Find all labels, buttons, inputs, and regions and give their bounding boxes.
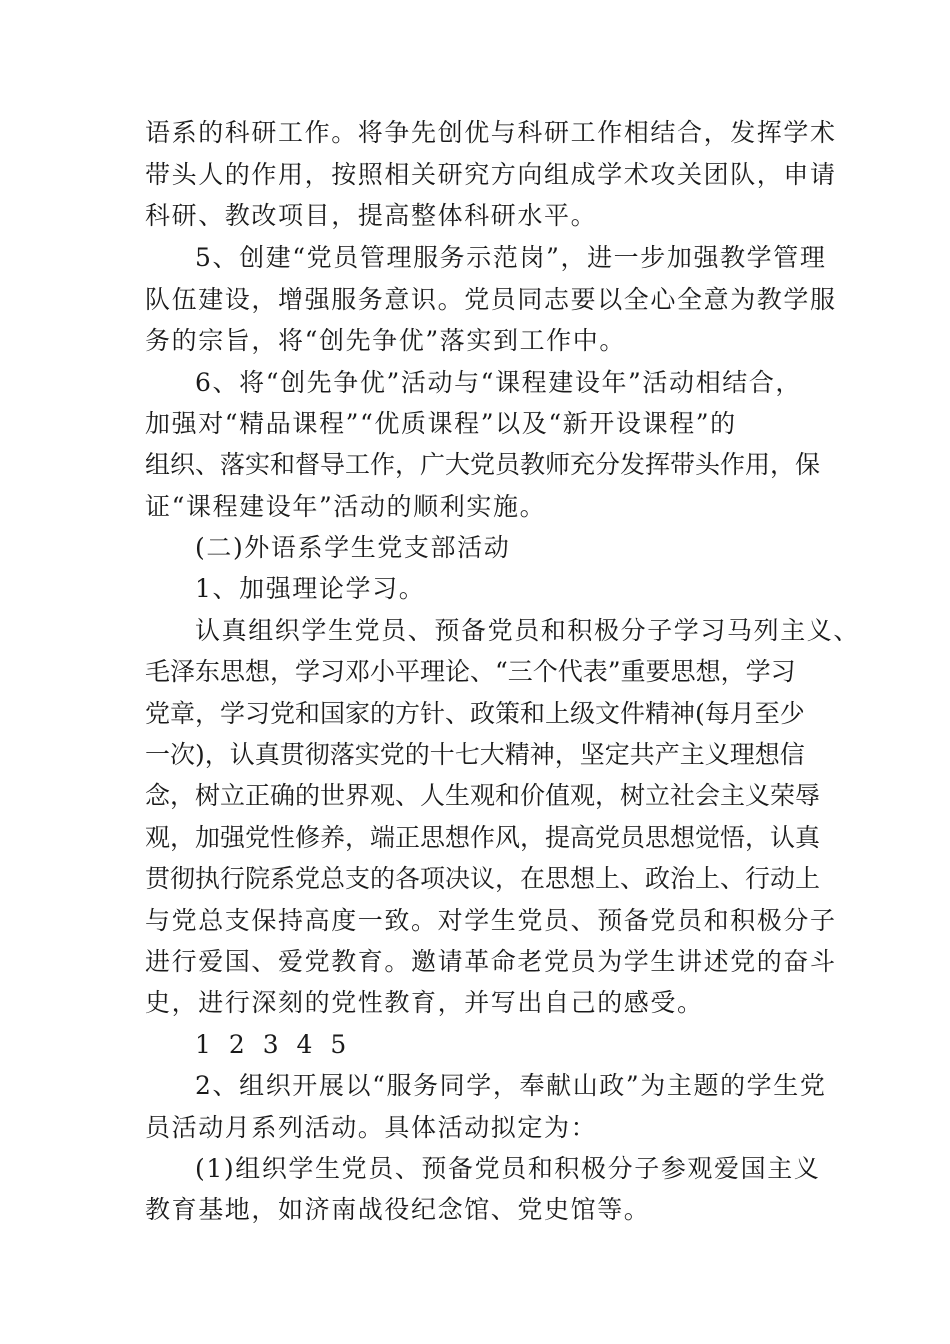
paragraph-line: 6、将“创先争优”活动与“课程建设年”活动相结合， xyxy=(195,368,803,397)
paragraph-line: 毛泽东思想，学习邓小平理论、“三个代表”重要思想，学习 xyxy=(145,657,796,686)
paragraph-line: 员活动月系列活动。具体活动拟定为： xyxy=(145,1113,598,1142)
paragraph-line: 证“课程建设年”活动的顺利实施。 xyxy=(145,492,547,521)
paragraph-line: 一次)，认真贯彻落实党的十七大精神，坚定共产主义理想信 xyxy=(145,740,805,769)
paragraph-line: 教育基地，如济南战役纪念馆、党史馆等。 xyxy=(145,1195,651,1224)
paragraph-line: 带头人的作用，按照相关研究方向组成学术攻关团队，申请 xyxy=(145,160,837,189)
paragraph-line: 加强对“精品课程”“优质课程”以及“新开设课程”的 xyxy=(145,409,737,438)
paragraph-line: 贯彻执行院系党总支的各项决议，在思想上、政治上、行动上 xyxy=(145,864,821,893)
paragraph-line: 语系的科研工作。将争先创优与科研工作相结合，发挥学术 xyxy=(145,118,837,147)
paragraph-line: 党章，学习党和国家的方针、政策和上级文件精神(每月至少 xyxy=(145,699,805,728)
paragraph-line: 队伍建设，增强服务意识。党员同志要以全心全意为教学服 xyxy=(145,285,837,314)
paragraph-line: 科研、教改项目，提高整体科研水平。 xyxy=(145,201,598,230)
paragraph-line: 组织、落实和督导工作，广大党员教师充分发挥带头作用，保 xyxy=(145,450,821,479)
paragraph-line: 认真组织学生党员、预备党员和积极分子学习马列主义、 xyxy=(195,616,861,645)
paragraph-line: 2、组织开展以“服务同学，奉献山政”为主题的学生党 xyxy=(195,1071,827,1100)
subsection-heading: 1、加强理论学习。 xyxy=(195,574,426,603)
paragraph-line: 观，加强党性修养，端正思想作风，提高党员思想觉悟，认真 xyxy=(145,823,821,852)
paragraph-line: 史，进行深刻的党性教育，并写出自己的感受。 xyxy=(145,988,704,1017)
paragraph-line: 与党总支保持高度一致。对学生党员、预备党员和积极分子 xyxy=(145,906,837,935)
list-item: (1)组织学生党员、预备党员和积极分子参观爱国主义 xyxy=(195,1154,821,1183)
paragraph-line: 5、创建“党员管理服务示范岗”，进一步加强教学管理 xyxy=(195,243,827,272)
paragraph-line: 念，树立正确的世界观、人生观和价值观，树立社会主义荣辱 xyxy=(145,781,821,810)
section-heading: (二)外语系学生党支部活动 xyxy=(195,533,511,562)
number-sequence: 1 2 3 4 5 xyxy=(195,1030,349,1059)
paragraph-line: 务的宗旨，将“创先争优”落实到工作中。 xyxy=(145,326,626,355)
paragraph-line: 进行爱国、爱党教育。邀请革命老党员为学生讲述党的奋斗 xyxy=(145,947,837,976)
